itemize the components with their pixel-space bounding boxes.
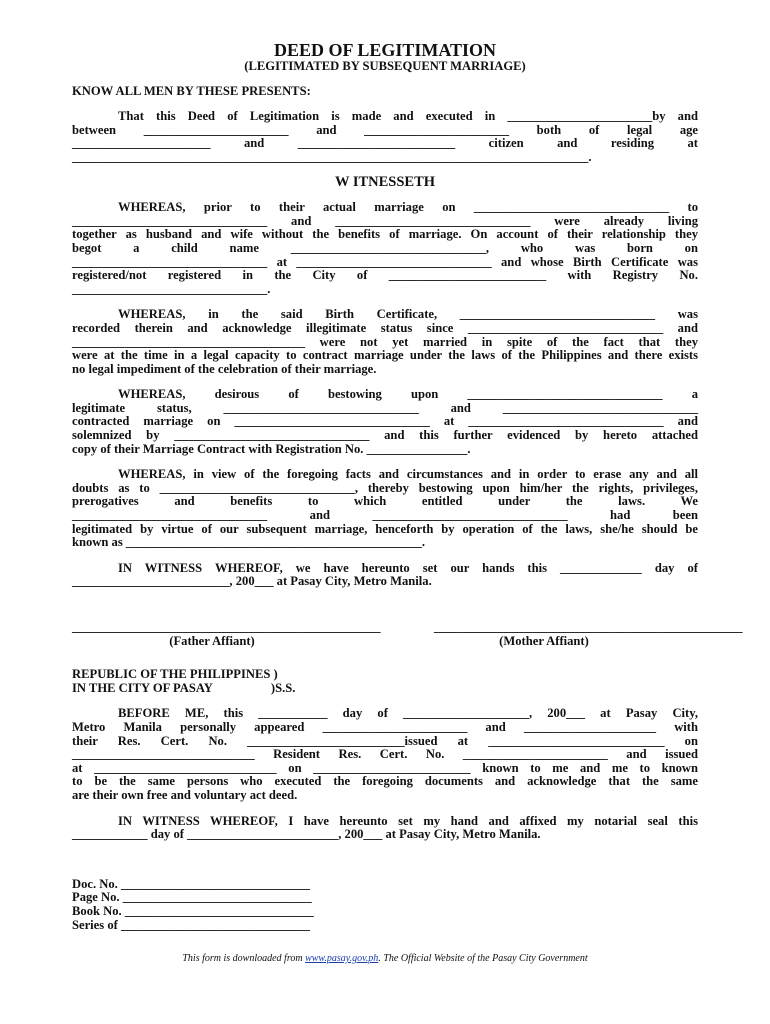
text-line: Metro Manila personally appeared _______________________ and _____________________ with bbox=[72, 719, 698, 734]
signature-line: _________________________________________________ bbox=[434, 620, 743, 634]
text-line: _______________________________. bbox=[72, 281, 271, 296]
doc-number: Doc. No. ______________________________ bbox=[72, 876, 310, 891]
text-line: recorded therein and acknowledge illegitimate status since _______________________________ and bbox=[72, 320, 698, 335]
paragraph-acknowledgment bbox=[72, 707, 698, 802]
text-line: prerogatives and benefits to which entitled under the laws. We bbox=[72, 494, 698, 509]
text-line: are their own free and voluntary act deed. bbox=[72, 787, 298, 802]
father-signature bbox=[72, 620, 381, 648]
notary-register bbox=[72, 878, 698, 932]
footer-suffix: . The Official Website of the Pasay City Government bbox=[378, 953, 588, 964]
text-line: IN WITNESS WHEREOF, I have hereunto set my hand and affixed my notarial seal this bbox=[118, 813, 698, 828]
paragraph-whereas-4 bbox=[72, 468, 698, 550]
footer-prefix: This form is downloaded from bbox=[182, 953, 306, 964]
text-line: contracted marriage on _______________________________ at _______________________________ and bbox=[72, 414, 698, 429]
city-text: IN THE CITY OF PASAY bbox=[72, 680, 213, 695]
witnesseth-heading: W ITNESSETH bbox=[334, 173, 436, 190]
text-line: between _______________________ and _______________________ both of legal age bbox=[72, 122, 698, 137]
paragraph-notary-witness bbox=[72, 815, 698, 842]
text-line: ______________________ and _________________________ citizen and residing at bbox=[72, 136, 698, 151]
text-line: WHEREAS, in view of the foregoing facts and circumstances and in order to erase any and all bbox=[118, 467, 698, 482]
text-line: _____________________________________ were not yet married in spite of the fact that they bbox=[72, 334, 698, 349]
republic-line: REPUBLIC OF THE PHILIPPINES ) bbox=[72, 667, 278, 682]
text-line: _____________________________ Resident Res. Cert. No. _______________________ and issued bbox=[72, 747, 698, 762]
document-body bbox=[72, 40, 743, 932]
text-line: __________________________________________________________________________________. bbox=[72, 149, 592, 164]
ss-text: )S.S. bbox=[270, 680, 296, 695]
paragraph-whereas-2 bbox=[72, 308, 698, 376]
text-line: IN WITNESS WHEREOF, we have hereunto set our hands this _____________ day of bbox=[118, 560, 698, 575]
page-number: Page No. ______________________________ bbox=[72, 890, 312, 905]
text-line: solemnized by _______________________________ and this further evidenced by hereto attached bbox=[72, 428, 698, 443]
paragraph-witness-affiants bbox=[72, 562, 698, 589]
mother-affiant-label: (Mother Affiant) bbox=[499, 633, 589, 648]
text-line: _________________________, 200___ at Pasay City, Metro Manila. bbox=[72, 574, 432, 589]
signature-block bbox=[72, 620, 743, 648]
text-line: doubts as to _______________________________, thereby bestowing upon him/her the rights, privileges, bbox=[72, 480, 698, 495]
text-line: begot a child name _______________________________, who was born on bbox=[72, 240, 698, 255]
series-number: Series of ______________________________ bbox=[72, 917, 310, 932]
paragraph-parties bbox=[72, 110, 698, 164]
page-footer bbox=[0, 953, 770, 964]
jurat-venue bbox=[72, 668, 698, 695]
text-line: WHEREAS, prior to their actual marriage on _______________________________ to bbox=[118, 200, 698, 215]
text-line: _______________________________ at _______________________________ and whose Birth Certificate was bbox=[72, 254, 698, 269]
father-affiant-label: (Father Affiant) bbox=[169, 633, 255, 648]
text-line: WHEREAS, desirous of bestowing upon _______________________________ a bbox=[118, 387, 698, 402]
text-line: BEFORE ME, this ___________ day of ____________________, 200___ at Pasay City, bbox=[118, 706, 698, 721]
document-subtitle: (LEGITIMATED BY SUBSEQUENT MARRIAGE) bbox=[244, 59, 526, 73]
intro-heading: KNOW ALL MEN BY THESE PRESENTS: bbox=[72, 83, 311, 98]
text-line: registered/not registered in the City of _________________________ with Registry No. bbox=[72, 268, 698, 283]
text-line: no legal impediment of the celebration of their marriage. bbox=[72, 361, 377, 376]
text-line: to be the same persons who executed the foregoing documents and acknowledge that the same bbox=[72, 774, 698, 789]
text-line: That this Deed of Legitimation is made and executed in _______________________by and bbox=[118, 109, 698, 124]
text-line: ____________ day of ________________________, 200___ at Pasay City, Metro Manila. bbox=[72, 827, 541, 842]
text-line: were at the time in a legal capacity to contract marriage under the laws of the Philippines and there exists bbox=[72, 348, 698, 363]
text-line: copy of their Marriage Contract with Registration No. ________________. bbox=[72, 441, 471, 456]
text-line: WHEREAS, in the said Birth Certificate, _______________________________ was bbox=[118, 307, 698, 322]
text-line: _______________________________ and _______________________________ were already living bbox=[72, 213, 698, 228]
text-line: at _____________________________ on _________________________ known to me and me to known bbox=[72, 760, 698, 775]
text-line: their Res. Cert. No. _________________________issued at ____________________________ on bbox=[72, 733, 698, 748]
mother-signature bbox=[434, 620, 743, 648]
website-link[interactable]: www.pasay.gov.ph bbox=[305, 953, 379, 964]
signature-line: _________________________________________________ bbox=[72, 620, 381, 634]
text-line: together as husband and wife without the benefits of marriage. On account of their relationship they bbox=[72, 227, 698, 242]
text-line: _______________________________ and _______________________________ had been bbox=[72, 508, 698, 523]
text-line: known as _______________________________________________. bbox=[72, 535, 426, 550]
paragraph-whereas-1 bbox=[72, 201, 698, 296]
book-number: Book No. ______________________________ bbox=[72, 903, 314, 918]
text-line: legitimated by virtue of our subsequent marriage, henceforth by operation of the laws, she/he should be bbox=[72, 521, 698, 536]
paragraph-whereas-3 bbox=[72, 388, 698, 456]
text-line: legitimate status, _______________________________ and _______________________________ bbox=[72, 400, 698, 415]
city-line bbox=[72, 682, 698, 696]
document-title: DEED OF LEGITIMATION bbox=[273, 40, 497, 60]
